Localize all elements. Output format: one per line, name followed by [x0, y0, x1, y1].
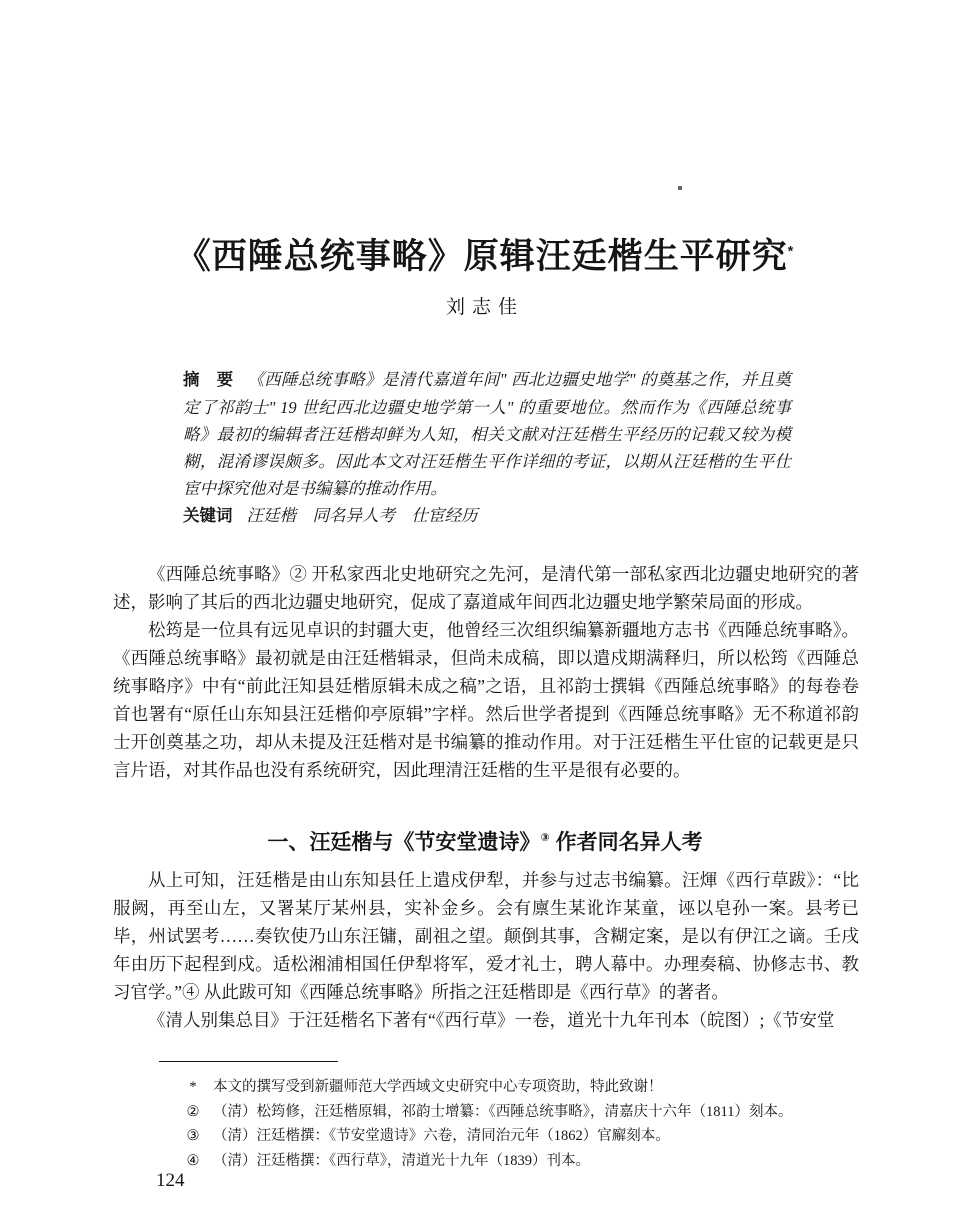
footnote-list	[183, 1075, 863, 1173]
paper-title-text: 《西陲总统事略》原辑汪廷楷生平研究	[175, 237, 788, 277]
footnote-mark: ②	[186, 1103, 200, 1120]
scan-dot-artifact	[678, 186, 682, 190]
footnote-text: （清）汪廷楷撰：《节安堂遗诗》六卷，清同治元年（1862）官廨刻本。	[213, 1128, 670, 1144]
section-heading-footnote-mark: ③	[540, 832, 550, 845]
footnote-text: （清）汪廷楷撰：《西行草》，清道光十九年（1839）刊本。	[213, 1152, 590, 1169]
footnote-item	[183, 1100, 863, 1125]
footnote-text: 本文的撰写受到新疆师范大学西域文史研究中心专项资助，特此致谢！	[213, 1079, 663, 1095]
page-number: 124	[156, 1170, 185, 1191]
title-footnote-mark: *	[787, 242, 795, 259]
footnote-separator	[159, 1061, 338, 1062]
body-paragraph: 从上可知，汪廷楷是由山东知县任上遣戍伊犁，并参与过志书编纂。汪煇《西行草跋》：“比服阙，再至山左，又署某厅某州县，实补金乡。会有廪生某讹诈某童，诬以皂孙一案。县考已毕，州试罢考……奏钦使乃山东汪镛，副祖之望。颠倒其事，含糊定案，是以有伊江之谪。壬戌年由历下起程到戍。适松湘浦相国任伊犁将军，爱才礼士，聘人幕中。办理奏稿、协修志书、教习官学。”④ 从此跋可知《西陲总统事略》所指之汪廷楷即是《西行草》的著者。	[113, 870, 859, 1002]
section-heading-text: 一、汪廷楷与《节安堂遗诗》	[267, 831, 541, 855]
body-block-intro	[113, 560, 859, 784]
footnote-item	[183, 1124, 863, 1149]
keywords-label: 关键词	[183, 507, 233, 525]
footnote-text: （清）松筠修，汪廷楷原辑，祁韵士增纂：《西陲总统事略》，清嘉庆十六年（1811）刻本。	[213, 1103, 793, 1120]
section-heading-text-tail: 作者同名异人考	[549, 831, 703, 855]
abstract-text: 《西陲总统事略》是清代嘉道年间" 西北边疆史地学" 的奠基之作，并且奠定了祁韵士" 19 世纪西北边疆史地学第一人" 的重要地位。然而作为《西陲总统事略》最初的编辑者汪廷楷却鲜为人知，相关文献对汪廷楷生平经历的记载又较为模糊，混淆谬误颇多。因此本文对汪廷楷生平作详细的考证，以期从汪廷楷的生平仕宦中探究他对是书编纂的推动作用。	[183, 370, 792, 498]
abstract-section	[183, 366, 791, 530]
footnote-mark: ③	[186, 1128, 200, 1144]
footnote-item	[183, 1075, 863, 1100]
body-block-section-one	[113, 866, 859, 1034]
footnote-mark: *	[189, 1079, 197, 1095]
footnote-item	[183, 1149, 863, 1174]
author-name: 刘志佳	[445, 297, 524, 318]
paper-title	[0, 229, 970, 279]
body-paragraph: 松筠是一位具有远见卓识的封疆大吏，他曾经三次组织编纂新疆地方志书《西陲总统事略》。《西陲总统事略》最初就是由汪廷楷辑录，但尚未成稿，即以遣戍期满释归，所以松筠《西陲总统事略序》中有“前此汪知县廷楷原辑未成之稿”之语，且祁韵士撰辑《西陲总统事略》的每卷卷首也署有“原任山东知县汪廷楷仰亭原辑”字样。然后世学者提到《西陲总统事略》无不称道祁韵士开创奠基之功，却从未提及汪廷楷对是书编纂的推动作用。对于汪廷楷生平仕宦的记载更是只言片语，对其作品也没有系统研究，因此理清汪廷楷的生平是很有必要的。	[113, 620, 859, 780]
footnote-mark: ④	[186, 1152, 200, 1169]
keywords-line	[183, 502, 791, 530]
keywords-text: 汪廷楷 同名异人考 仕宦经历	[246, 506, 478, 525]
body-paragraph: 《西陲总统事略》② 开私家西北史地研究之先河，是清代第一部私家西北边疆史地研究的著述，影响了其后的西北边疆史地研究，促成了嘉道咸年间西北边疆史地学繁荣局面的形成。	[113, 564, 859, 612]
abstract-label: 摘 要	[183, 371, 234, 389]
section-heading	[0, 826, 970, 856]
abstract-paragraph	[183, 366, 791, 502]
body-paragraph: 《清人别集总目》于汪廷楷名下著有“《西行草》一卷，道光十九年刊本（皖图）;《节安堂	[148, 1010, 835, 1030]
